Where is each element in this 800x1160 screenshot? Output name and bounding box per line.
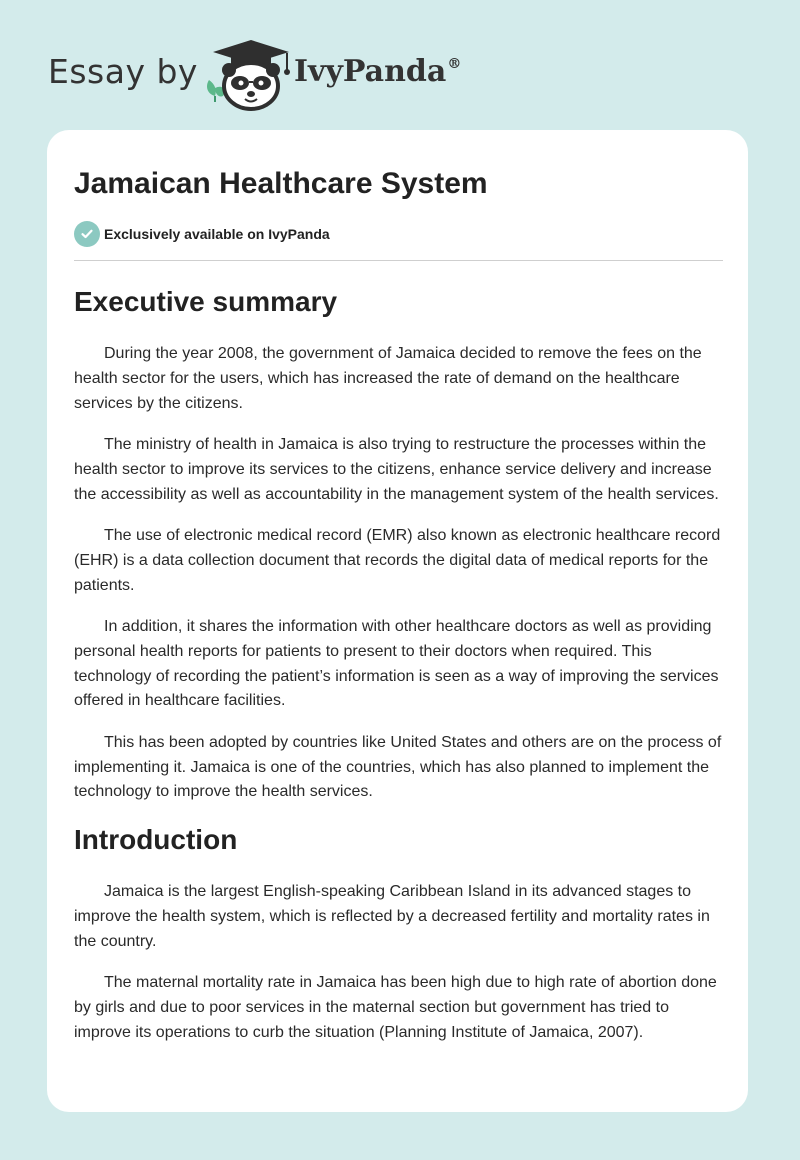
paragraph: During the year 2008, the government of Jamaica decided to remove the fees on the health sector for the users, which has increased the rate of demand on the healthcare services by the citizens.: [74, 345, 702, 412]
brand-name[interactable]: IvyPanda®: [294, 54, 462, 89]
title-divider: [74, 260, 723, 261]
exclusive-badge-label: Exclusively available on IvyPanda: [104, 226, 330, 242]
essay-by-label: Essay by: [48, 52, 198, 91]
page-title: Jamaican Healthcare System: [74, 167, 488, 200]
check-icon: [74, 221, 100, 247]
section-heading-executive-summary: Executive summary: [74, 286, 338, 317]
paragraph: The use of electronic medical record (EMR) also known as electronic healthcare record (EHR) is a data collection document that records the digital data of medical reports for the patients.: [74, 526, 721, 594]
exclusive-badge: [74, 221, 724, 247]
section-heading-introduction: Introduction: [74, 824, 238, 856]
paragraph: The maternal mortality rate in Jamaica has been high due to high rate of abortion done by girls and due to poor services in the maternal section but government has tried to improve its operations to curb the situation (Planning Institute of Jamaica, 2007).: [74, 974, 717, 1041]
panda-logo-icon[interactable]: [203, 36, 293, 112]
article-content: [74, 166, 724, 1046]
site-header: [48, 36, 748, 116]
article-card: [47, 130, 748, 1112]
paragraph: The ministry of health in Jamaica is also trying to restructure the processes within the health sector to improve its services to the citizens, enhance service delivery and increase the accessibility as well as accountability in the management system of the health services.: [74, 435, 719, 503]
paragraph: In addition, it shares the information with other healthcare doctors as well as providing personal health reports for patients to present to their doctors when required. This technology of recording the patient’s information is seen as a way of improving the services offered in healthcare facilities.: [74, 617, 719, 710]
paragraph: Jamaica is the largest English-speaking Caribbean Island in its advanced stages to improve the health system, which is reflected by a decreased fertility and mortality rates in the country.: [74, 883, 710, 950]
registered-mark: ®: [447, 56, 462, 72]
paragraph: This has been adopted by countries like United States and others are on the process of implementing it. Jamaica is one of the countries, which has also planned to implement the technology to improve the health services.: [74, 733, 722, 801]
